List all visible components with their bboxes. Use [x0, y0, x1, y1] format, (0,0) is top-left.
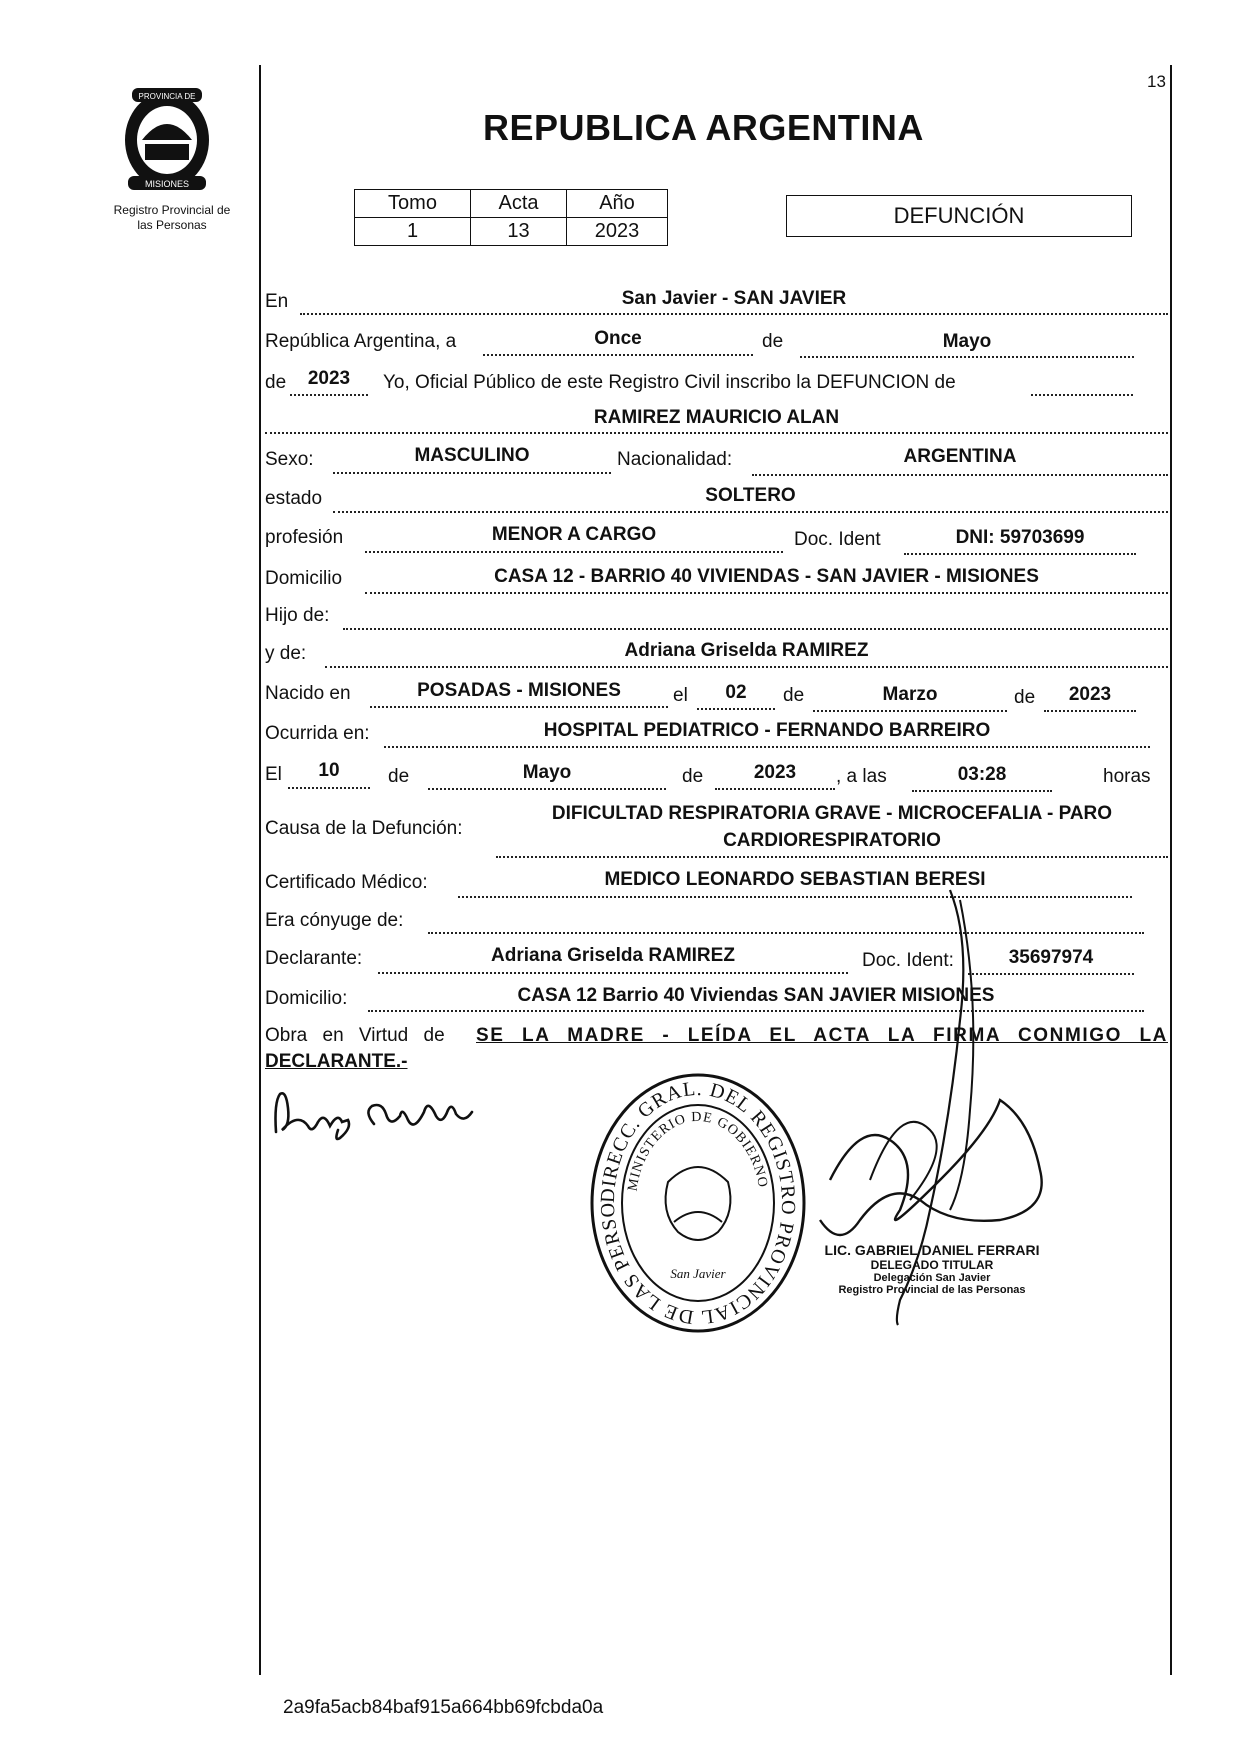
profesion-label: profesión [265, 527, 344, 548]
profesion-value: MENOR A CARGO [491, 524, 657, 545]
page-number: 13 [1147, 72, 1166, 91]
nacido-mes-dotline [813, 710, 1007, 712]
certificado-value: MEDICO LEONARDO SEBASTIAN BERESI [604, 869, 986, 890]
ref-value-anio: 2023 [567, 218, 668, 246]
doc2-value: 35697974 [1008, 947, 1094, 968]
oficial-text: Yo, Oficial Público de este Registro Civil inscribo la DEFUNCION de [383, 372, 956, 393]
nombre-dotline [265, 432, 1168, 434]
estado-dotline [333, 511, 1168, 513]
nacionalidad-value: ARGENTINA [903, 446, 1017, 467]
de-label-6: de [682, 766, 704, 787]
doc-value: DNI: 59703699 [955, 527, 1085, 548]
hora-value: 03:28 [957, 764, 1007, 785]
sexo-label: Sexo: [265, 449, 314, 470]
ref-value-acta: 13 [471, 218, 567, 246]
stamp-city: San Javier [670, 1266, 726, 1281]
yde-label: y de: [265, 643, 307, 664]
nombre-value: RAMIREZ MAURICIO ALAN [593, 407, 840, 428]
logo-caption [92, 203, 252, 233]
nacido-lugar: POSADAS - MISIONES [417, 680, 621, 701]
en-value: San Javier - SAN JAVIER [621, 288, 847, 309]
nacionalidad-label: Nacionalidad: [617, 449, 733, 470]
fallec-dia-dotline [288, 787, 370, 789]
fallec-anio: 2023 [753, 762, 797, 783]
en-dotline [300, 313, 1168, 315]
mes-dotline [800, 356, 1134, 358]
de-label-2: de [265, 372, 287, 393]
conyuge-label: Era cónyuge de: [265, 910, 404, 931]
fallec-anio-dotline [715, 788, 835, 790]
logo-text-top: PROVINCIA DE [138, 92, 196, 101]
official-name: LIC. GABRIEL DANIEL FERRARI [824, 1242, 1040, 1258]
official-role: DELEGADO TITULAR [870, 1258, 994, 1272]
causa-label: Causa de la Defunción: [265, 818, 463, 839]
el2-label: El [265, 764, 282, 785]
ocurrida-label: Ocurrida en: [265, 723, 370, 744]
yde-value: Adriana Griselda RAMIREZ [624, 640, 869, 661]
sexo-dotline [333, 472, 611, 474]
domicilio-label: Domicilio [265, 568, 343, 589]
causa-dotline [496, 856, 1168, 858]
official-block [812, 1242, 1052, 1296]
doc2-label: Doc. Ident: [862, 950, 954, 971]
domicilio-value: CASA 12 - BARRIO 40 VIVIENDAS - SAN JAVIER - MISIONES [494, 566, 1039, 587]
fallec-dia: 10 [318, 760, 340, 781]
declarante-dotline [378, 972, 848, 974]
nacido-label: Nacido en [265, 683, 351, 704]
obra-line2: DECLARANTE.- [265, 1051, 408, 1072]
alas-label: , a las [836, 766, 887, 787]
nacido-mes: Marzo [882, 684, 938, 705]
anio-dotline [290, 394, 368, 396]
estado-value: SOLTERO [705, 485, 796, 506]
de-label-1: de [762, 331, 784, 352]
obra-line1: SE LA MADRE - LEÍDA EL ACTA LA FIRMA CONMIGO LA [476, 1025, 1168, 1046]
anio-value: 2023 [307, 368, 351, 389]
hijo-dotline [343, 628, 1168, 630]
right-margin-line [1170, 65, 1172, 1675]
nacido-lugar-dotline [370, 706, 668, 708]
official-office: Delegación San Javier [873, 1272, 991, 1284]
declarante-value: Adriana Griselda RAMIREZ [491, 945, 735, 966]
profesion-dotline [365, 551, 783, 553]
nacido-anio-dotline [1044, 710, 1136, 712]
nacionalidad-dotline [752, 474, 1168, 476]
stamp-outer-text: DIRECC. GRAL. DEL REGISTRO PROVINCIAL DE LAS PERSO [596, 1077, 800, 1329]
declarante-label: Declarante: [265, 948, 363, 969]
stamp-inner-text: MINISTERIO DE GOBIERNO [625, 1109, 770, 1193]
el-label: el [673, 685, 688, 706]
dia-texto: Once [594, 328, 642, 349]
oficial-dotline [1031, 394, 1133, 396]
dia-dotline [483, 354, 753, 356]
left-margin-line [259, 65, 261, 1675]
declarant-signature [268, 1082, 508, 1157]
ocurrida-value: HOSPITAL PEDIATRICO - FERNANDO BARREIRO [543, 720, 991, 741]
fallec-mes: Mayo [522, 762, 572, 783]
fallec-mes-dotline [428, 788, 666, 790]
de-label-5: de [388, 766, 410, 787]
province-logo [112, 78, 222, 196]
en-label: En [265, 291, 289, 312]
nacido-dia-dotline [697, 708, 775, 710]
de-label-3: de [783, 685, 805, 706]
yde-dotline [325, 666, 1168, 668]
domicilio2-value: CASA 12 Barrio 40 Viviendas SAN JAVIER MISIONES [517, 985, 995, 1006]
document-hash: 2a9fa5acb84baf915a664bb69fcbda0a [283, 1697, 604, 1718]
de-label-4: de [1014, 687, 1036, 708]
obra-label: Obra en Virtud de [265, 1025, 445, 1046]
horas-label: horas [1103, 766, 1151, 787]
causa-line2: CARDIORESPIRATORIO [723, 830, 941, 851]
mes-value: Mayo [942, 331, 992, 352]
nacido-dia: 02 [725, 682, 747, 703]
domicilio-dotline [365, 592, 1168, 594]
hijo-label: Hijo de: [265, 605, 330, 626]
nacido-anio: 2023 [1068, 684, 1112, 705]
page-title: REPUBLICA ARGENTINA [483, 107, 924, 148]
ref-header-tomo: Tomo [355, 190, 471, 218]
official-stamp [588, 1072, 808, 1334]
ref-header-anio: Año [567, 190, 668, 218]
logo-caption-line2: las Personas [137, 218, 207, 232]
doc-label: Doc. Ident [794, 529, 881, 550]
domicilio2-label: Domicilio: [265, 988, 348, 1009]
logo-text-bottom: MISIONES [144, 179, 190, 189]
document-type-box: DEFUNCIÓN [786, 195, 1132, 237]
ocurrida-dotline [384, 746, 1150, 748]
doc-dotline [904, 553, 1136, 555]
official-registry: Registro Provincial de las Personas [838, 1284, 1026, 1296]
estado-label: estado [265, 488, 323, 509]
ref-header-acta: Acta [471, 190, 567, 218]
reference-table [354, 189, 668, 246]
hora-dotline [912, 790, 1052, 792]
sexo-value: MASCULINO [414, 445, 530, 466]
ref-value-tomo: 1 [355, 218, 471, 246]
causa-line1: DIFICULTAD RESPIRATORIA GRAVE - MICROCEFALIA - PARO [551, 803, 1113, 824]
logo-caption-line1: Registro Provincial de [113, 203, 231, 217]
certificado-label: Certificado Médico: [265, 872, 428, 893]
republica-label: República Argentina, a [265, 331, 457, 352]
